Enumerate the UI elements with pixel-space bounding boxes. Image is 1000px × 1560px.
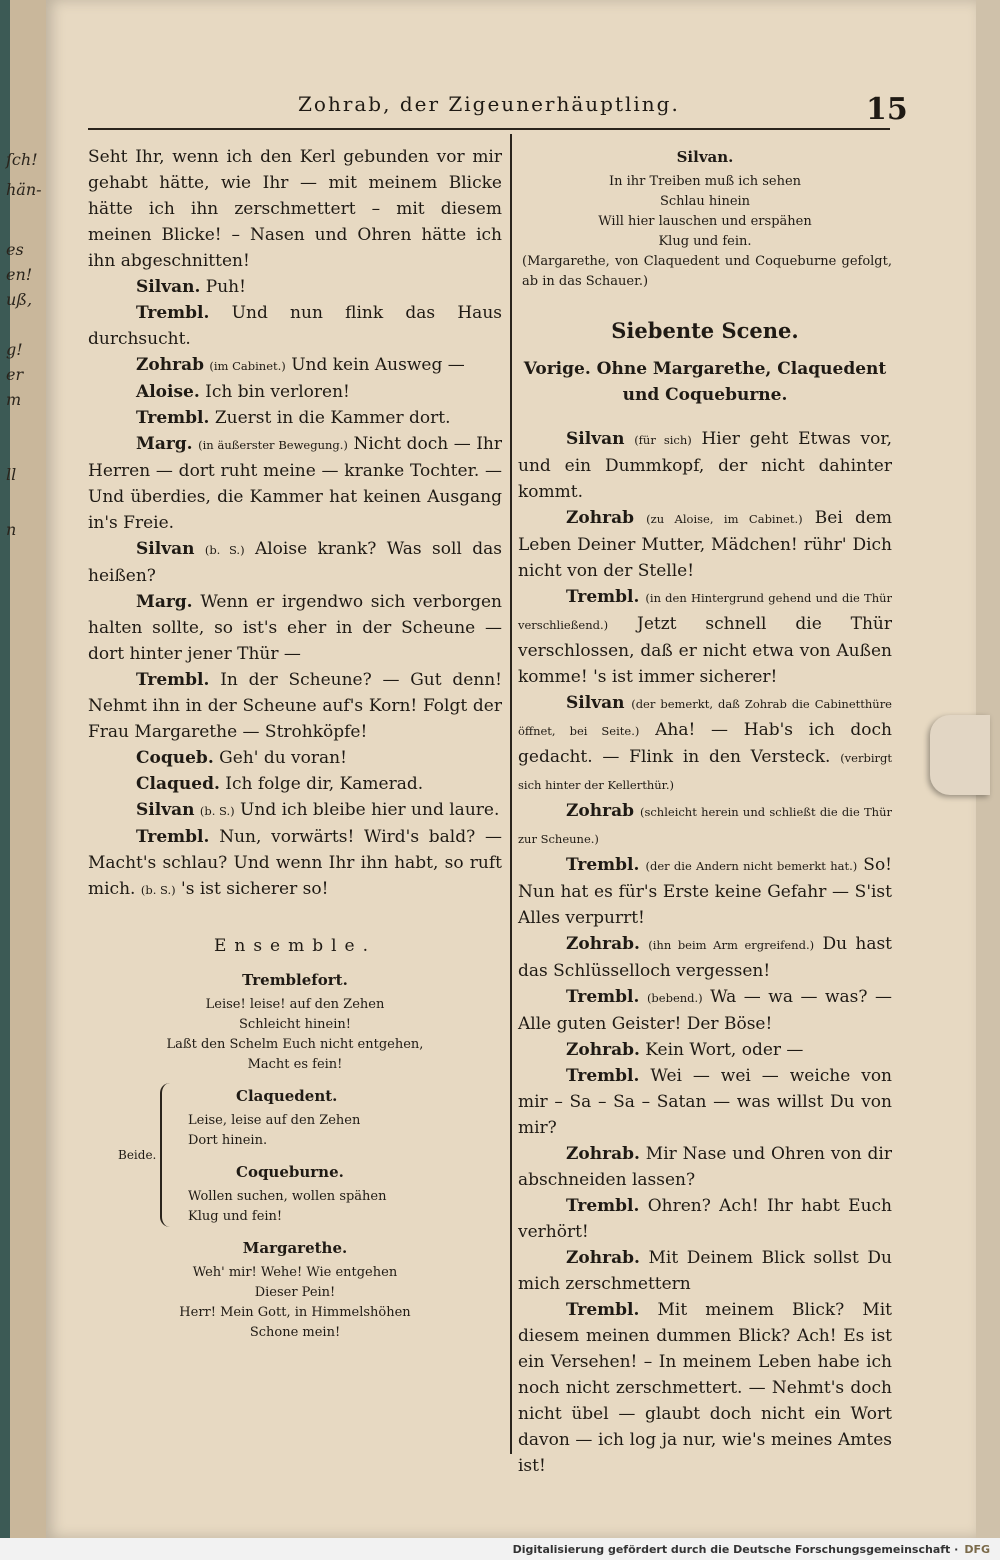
speaker-name: Trembl.	[136, 670, 210, 690]
speaker-name: Zohrab.	[566, 1040, 640, 1060]
previous-page-edge	[0, 0, 46, 1538]
spoken-text: Jetzt schnell die Thür verschlossen, daß er nicht etwa von Außen komme! 's ist immer sicherer!	[518, 614, 893, 687]
speaker-name: Silvan	[566, 429, 625, 449]
song-line: Macht es fein!	[247, 1057, 343, 1072]
spoken-text: Du hast das Schlüsselloch vergessen!	[518, 934, 893, 981]
stage-direction: (der bemerkt, daß Zohrab die Cabinetthüre öffnet, bei Seite.)	[518, 697, 892, 738]
ensemble-heading: Ensemble.	[213, 936, 377, 956]
dialogue-line	[518, 1193, 892, 1245]
speaker-name: Trembl.	[566, 1300, 640, 1320]
header-rule	[88, 128, 890, 130]
right-column	[518, 144, 892, 1479]
spoken-text: Ohren? Ach! Ihr habt Euch verhört!	[518, 1196, 893, 1242]
scene-heading: Siebente Scene.	[611, 318, 799, 343]
dialogue-line	[518, 1141, 892, 1193]
speaker-name: Trembl.	[566, 587, 640, 607]
fragment-text: er	[6, 365, 24, 384]
song-singer-name: Claquedent.	[236, 1087, 338, 1105]
stage-direction: (bebend.)	[646, 991, 703, 1005]
song-line: Leise, leise auf den Zehen	[188, 1113, 361, 1128]
song-line: Schleicht hinein!	[239, 1017, 351, 1032]
song-line: Herr! Mein Gott, in Himmelshöhen	[179, 1305, 411, 1320]
song-line: Dieser Pein!	[254, 1285, 336, 1300]
dialogue-line	[518, 798, 892, 852]
spoken-text: Kein Wort, oder —	[645, 1040, 804, 1060]
dialogue-line	[88, 144, 502, 274]
spoken-text: Bei dem Leben Deiner Mutter, Mädchen! rühr' Dich nicht von der Stelle!	[518, 508, 893, 581]
speaker-name: Silvan	[566, 693, 625, 713]
song-verse	[518, 172, 892, 252]
speaker-name: Silvan	[136, 539, 195, 559]
binding-strip	[0, 0, 10, 1538]
song-singer-name: Coqueburne.	[236, 1163, 344, 1181]
left-dialogue	[88, 144, 502, 903]
song-verse	[88, 1263, 502, 1343]
speaker-name: Trembl.	[136, 827, 210, 847]
dialogue-line	[88, 771, 502, 797]
song-line: Klug und fein!	[188, 1209, 283, 1224]
spoken-text: In der Scheune? — Gut denn! Nehmt ihn in der Scheune auf's Korn! Folgt der Frau Margarethe — Strohköpfe!	[88, 670, 502, 742]
stage-direction: (in den Hintergrund gehend und die Thür verschließend.)	[518, 591, 893, 632]
spoken-text: Ich folge dir, Kamerad.	[225, 774, 424, 794]
fragment-text: n	[6, 520, 17, 539]
stage-direction: (im Cabinet.)	[209, 359, 286, 373]
speaker-name: Coqueb.	[136, 748, 214, 768]
song-verse	[88, 995, 502, 1075]
footer-text: Digitalisierung gefördert durch die Deutsche Forschungsgemeinschaft ·	[512, 1542, 959, 1556]
song-line: Leise! leise! auf den Zehen	[205, 997, 385, 1012]
spoken-text: Nun, vorwärts! Wird's bald? — Macht's schlau? Und wenn Ihr ihn habt, so ruft mich.	[88, 827, 502, 899]
speaker-name: Silvan.	[136, 277, 201, 297]
song-line: Laßt den Schelm Euch nicht entgehen,	[166, 1037, 424, 1052]
dialogue-line	[88, 274, 502, 300]
dialogue-line	[518, 1037, 892, 1063]
stage-direction: (ihn beim Arm ergreifend.)	[648, 938, 815, 952]
spoken-text: 's ist sicherer so!	[181, 879, 329, 899]
speaker-name: Zohrab.	[566, 1248, 640, 1268]
speaker-name: Zohrab	[566, 508, 634, 528]
speaker-name: Zohrab	[136, 355, 204, 375]
speaker-name: Zohrab.	[566, 934, 640, 954]
stage-direction: (Margarethe, von Claquedent und Coqueburne gefolgt, ab in das Schauer.)	[522, 254, 892, 289]
stage-direction: (zu Aloise, im Cabinet.)	[646, 512, 803, 526]
dialogue-line	[518, 1063, 892, 1141]
song-line: In ihr Treiben muß ich sehen	[608, 174, 802, 189]
spoken-text: Nicht doch — Ihr Herren — dort ruht meine — kranke Tochter. — Und überdies, die Kammer hat keinen Ausgang in's Freie.	[88, 434, 503, 533]
running-header: Zohrab, der Zigeunerhäuptling.	[298, 92, 680, 116]
dialogue-line	[518, 505, 892, 584]
dialogue-line	[518, 1245, 892, 1297]
dialogue-line	[88, 824, 502, 903]
song-line: Wollen suchen, wollen spähen	[188, 1189, 387, 1204]
stage-direction: (b. S.)	[199, 804, 235, 818]
spoken-text: Wa — wa — was? — Alle guten Geister! Der Böse!	[518, 987, 892, 1034]
fragment-text: ll	[6, 465, 17, 484]
song-line: Schlau hinein	[659, 194, 751, 209]
dialogue-line	[518, 690, 892, 798]
stage-direction: (verbirgt sich hinter der Kellerthür.)	[518, 751, 892, 792]
page-number: 15	[866, 92, 908, 127]
stage-direction: (der die Andern nicht bemerkt hat.)	[645, 859, 858, 873]
scene-persons: Vorige. Ohne Margarethe, Claquedent und Coqueburne.	[523, 359, 887, 405]
beide-group	[88, 1083, 502, 1227]
speaker-name: Trembl.	[136, 408, 210, 428]
stage-direction: (b. S.)	[140, 883, 176, 897]
dialogue-line	[88, 745, 502, 771]
song-verse	[178, 1111, 502, 1151]
spoken-text: So! Nun hat es für's Erste keine Gefahr — S'ist Alles verpurrt!	[518, 855, 893, 928]
dfg-logo: DFG	[964, 1542, 990, 1556]
spoken-text: Wei — wei — weiche von mir – Sa – Sa – Satan — was willst Du von mir?	[518, 1066, 892, 1138]
dialogue-line	[518, 984, 892, 1037]
dialogue-line	[88, 667, 502, 745]
stage-direction: (für sich)	[634, 433, 692, 447]
right-dialogue	[518, 426, 892, 1479]
spoken-text: Geh' du voran!	[219, 748, 347, 768]
dialogue-line	[518, 931, 892, 984]
speaker-name: Aloise.	[136, 382, 200, 402]
book-page	[46, 0, 976, 1538]
beide-label: Beide.	[118, 1148, 157, 1162]
stage-direction: (b. S.)	[204, 543, 245, 557]
speaker-name: Zohrab.	[566, 1144, 640, 1164]
brace	[160, 1083, 174, 1227]
spoken-text: Und kein Ausweg —	[291, 355, 465, 375]
spoken-text: Seht Ihr, wenn ich den Kerl gebunden vor mir gehabt hätte, wie Ihr — mit meinem Blicke hätte ich ihn zerschmettert – mit diesem meinen Blicke! – Nasen und Ohren hätte ich ihn abgeschnitten!	[88, 147, 502, 271]
spoken-text: Mir Nase und Ohren von dir abschneiden lassen?	[518, 1144, 892, 1190]
dialogue-line	[518, 1297, 892, 1479]
song-line: Will hier lauschen und erspähen	[598, 214, 812, 229]
spoken-text: Und ich bleibe hier und laure.	[240, 800, 500, 820]
dialogue-line	[518, 426, 892, 505]
song-line: Schone mein!	[249, 1325, 341, 1340]
fragment-text: es	[6, 240, 24, 259]
left-column	[88, 144, 502, 1343]
spoken-text: Mit meinem Blick? Mit diesem meinen dummen Blick? Ach! Es ist ein Versehen! – In meinem Leben habe ich noch nicht zerschmettert. — Nehmt's doch nicht übel — glaubt doch nicht ein Wort davon — ich log ja nur, wie's meines Amtes ist!	[518, 1300, 892, 1476]
song-line: Dort hinein.	[188, 1133, 268, 1148]
speaker-name: Trembl.	[566, 1066, 640, 1086]
spoken-text: Aha! — Hab's ich doch gedacht. — Flink in den Versteck.	[518, 720, 893, 767]
dialogue-line	[518, 852, 892, 931]
song-verse	[178, 1187, 502, 1227]
dialogue-line	[88, 352, 502, 379]
spoken-text: Puh!	[205, 277, 246, 297]
song-singer-name: Silvan.	[676, 148, 734, 166]
song-singer-name: Margarethe.	[242, 1239, 348, 1257]
stage-direction: (schleicht herein und schließt die die Thür zur Scheune.)	[518, 805, 892, 846]
spoken-text: Wenn er irgendwo sich verborgen halten sollte, so ist's eher in der Scheune — dort hinter jener Thür —	[88, 592, 503, 664]
dialogue-line	[88, 797, 502, 824]
speaker-name: Zohrab	[566, 801, 634, 821]
speaker-name: Marg.	[136, 434, 193, 454]
spoken-text: Mit Deinem Blick sollst Du mich zerschmettern	[518, 1248, 892, 1294]
speaker-name: Claqued.	[136, 774, 220, 794]
song-line: Weh' mir! Wehe! Wie entgehen	[192, 1265, 398, 1280]
fragment-text: hän-	[6, 180, 42, 199]
bookmark-tab	[930, 715, 990, 795]
spoken-text: Ich bin verloren!	[205, 382, 350, 402]
speaker-name: Trembl.	[566, 1196, 640, 1216]
dialogue-line	[88, 300, 502, 352]
fragment-text: g!	[6, 340, 23, 359]
stage-direction: (in äußerster Bewegung.)	[198, 438, 348, 452]
song-singer-name: Tremblefort.	[242, 971, 348, 989]
fragment-text: m	[6, 390, 22, 409]
dialogue-line	[88, 379, 502, 405]
dialogue-line	[88, 589, 502, 667]
fragment-text: uß,	[6, 290, 33, 309]
spoken-text: Hier geht Etwas vor, und ein Dummkopf, der nicht dahinter kommt.	[518, 429, 892, 502]
dialogue-line	[88, 405, 502, 431]
dialogue-line	[88, 431, 502, 536]
column-divider	[510, 134, 512, 1454]
speaker-name: Trembl.	[136, 303, 210, 323]
fragment-text: ſch!	[6, 150, 38, 169]
dialogue-line	[518, 584, 892, 690]
speaker-name: Silvan	[136, 800, 195, 820]
spoken-text: Und nun flink das Haus durchsucht.	[88, 303, 502, 349]
fragment-text: en!	[6, 265, 33, 284]
digitization-footer	[0, 1538, 1000, 1560]
speaker-name: Trembl.	[566, 987, 640, 1007]
dialogue-line	[88, 536, 502, 589]
song-line: Klug und fein.	[658, 234, 752, 249]
speaker-name: Marg.	[136, 592, 193, 612]
spoken-text: Aloise krank? Was soll das heißen?	[88, 539, 502, 586]
speaker-name: Trembl.	[566, 855, 640, 875]
spoken-text: Zuerst in die Kammer dort.	[214, 408, 451, 428]
